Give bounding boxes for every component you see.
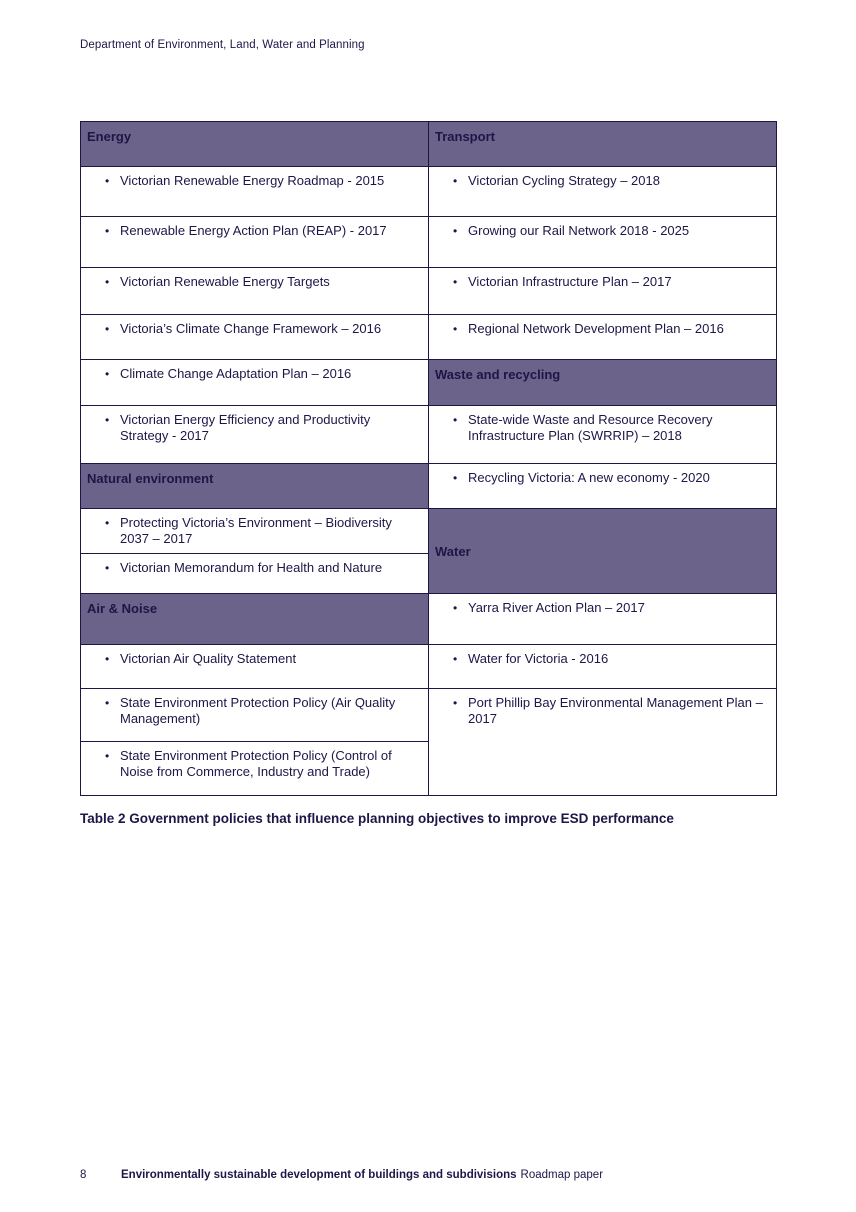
bullet-icon: • <box>105 516 110 530</box>
energy-item <box>81 315 429 360</box>
running-header: Department of Environment, Land, Water and Planning <box>80 39 365 51</box>
waste-heading: Waste and recycling <box>429 360 777 406</box>
bullet-icon: • <box>105 367 110 381</box>
water-item <box>429 645 777 689</box>
air-item-text: State Environment Protection Policy (Control of Noise from Commerce, Industry and Trade) <box>120 748 392 779</box>
bullet-icon: • <box>105 561 110 575</box>
bullet-icon: • <box>453 275 458 289</box>
natural-item-text: Protecting Victoria’s Environment – Biodiversity 2037 – 2017 <box>120 515 392 546</box>
natural-item-text: Victorian Memorandum for Health and Nature <box>120 560 383 575</box>
transport-item-text: Victorian Infrastructure Plan – 2017 <box>468 274 672 289</box>
bullet-icon: • <box>453 413 458 427</box>
bullet-icon: • <box>453 322 458 336</box>
transport-heading: Transport <box>429 122 777 167</box>
bullet-icon: • <box>453 471 458 485</box>
energy-item-text: Climate Change Adaptation Plan – 2016 <box>120 366 352 381</box>
transport-item-text: Growing our Rail Network 2018 - 2025 <box>468 223 690 238</box>
energy-item-text: Renewable Energy Action Plan (REAP) - 2017 <box>120 223 387 238</box>
waste-item <box>429 406 777 464</box>
air-item <box>81 742 429 796</box>
water-item-text: Port Phillip Bay Environmental Management Plan – 2017 <box>468 695 763 726</box>
transport-item-text: Victorian Cycling Strategy – 2018 <box>468 173 660 188</box>
energy-item-text: Victorian Energy Efficiency and Productivity Strategy - 2017 <box>120 412 371 443</box>
transport-item <box>429 167 777 217</box>
energy-item <box>81 268 429 315</box>
bullet-icon: • <box>453 224 458 238</box>
footer-title: Environmentally sustainable development of buildings and subdivisions <box>121 1169 517 1181</box>
energy-item <box>81 217 429 268</box>
natural-item <box>81 554 429 594</box>
water-heading: Water <box>429 509 777 594</box>
bullet-icon: • <box>105 224 110 238</box>
bullet-icon: • <box>453 601 458 615</box>
bullet-icon: • <box>453 174 458 188</box>
air-item-text: Victorian Air Quality Statement <box>120 651 297 666</box>
bullet-icon: • <box>105 322 110 336</box>
natural-item <box>81 509 429 554</box>
footer-subtitle: Roadmap paper <box>520 1169 604 1181</box>
air-heading: Air & Noise <box>81 594 429 645</box>
energy-item <box>81 406 429 464</box>
bullet-icon: • <box>105 652 110 666</box>
water-item-text: Yarra River Action Plan – 2017 <box>468 600 645 615</box>
policy-table <box>80 121 777 796</box>
bullet-icon: • <box>105 749 110 763</box>
bullet-icon: • <box>105 275 110 289</box>
transport-item-text: Regional Network Development Plan – 2016 <box>468 321 724 336</box>
waste-item <box>429 464 777 509</box>
air-item <box>81 645 429 689</box>
table-caption: Table 2 Government policies that influence planning objectives to improve ESD performance <box>80 811 674 826</box>
water-item <box>429 594 777 645</box>
energy-item <box>81 167 429 217</box>
transport-item <box>429 268 777 315</box>
bullet-icon: • <box>453 696 458 710</box>
energy-heading: Energy <box>81 122 429 167</box>
waste-item-text: State-wide Waste and Resource Recovery Infrastructure Plan (SWRRIP) – 2018 <box>468 412 713 443</box>
bullet-icon: • <box>105 174 110 188</box>
energy-item-text: Victorian Renewable Energy Roadmap - 2015 <box>120 173 385 188</box>
energy-item-text: Victorian Renewable Energy Targets <box>120 274 330 289</box>
energy-item <box>81 360 429 406</box>
energy-item-text: Victoria’s Climate Change Framework – 2016 <box>120 321 382 336</box>
air-item <box>81 689 429 742</box>
bullet-icon: • <box>453 652 458 666</box>
transport-item <box>429 217 777 268</box>
transport-item <box>429 315 777 360</box>
waste-item-text: Recycling Victoria: A new economy - 2020 <box>468 470 710 485</box>
page-footer <box>80 1169 603 1181</box>
bullet-icon: • <box>105 696 110 710</box>
bullet-icon: • <box>105 413 110 427</box>
natural-heading: Natural environment <box>81 464 429 509</box>
water-item-text: Water for Victoria - 2016 <box>468 651 609 666</box>
water-item <box>429 689 777 796</box>
page-number: 8 <box>80 1169 87 1181</box>
air-item-text: State Environment Protection Policy (Air Quality Management) <box>120 695 396 726</box>
